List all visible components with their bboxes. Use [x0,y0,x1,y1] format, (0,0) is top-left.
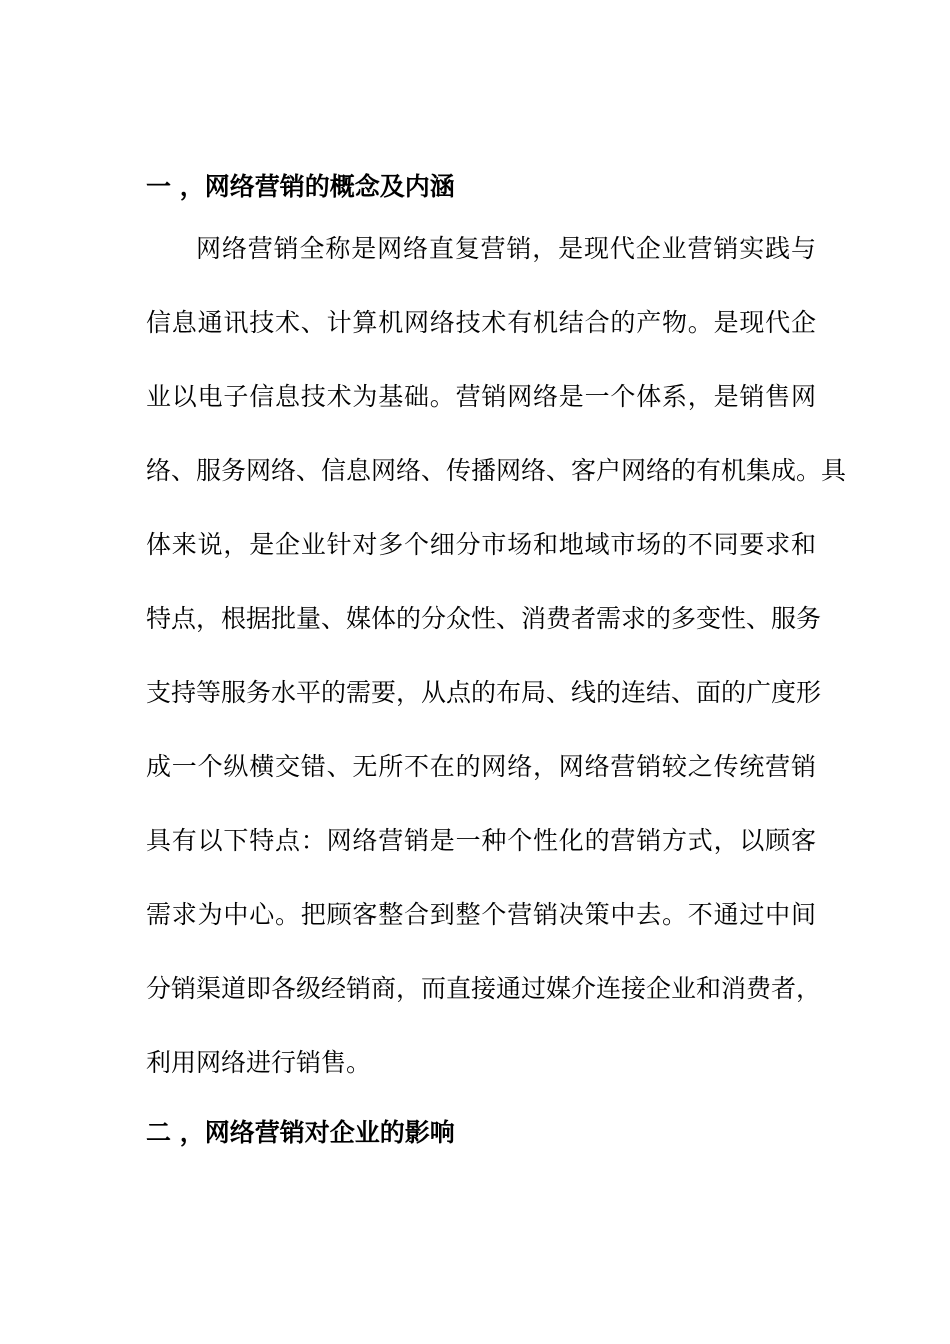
paragraph-line: 信息通讯技术、计算机网络技术有机结合的产物。是现代企 [146,308,816,337]
paragraph-line: 支持等服务水平的需要，从点的布局、线的连结、面的广度形 [146,678,822,707]
paragraph-line: 利用网络进行销售。 [146,1048,372,1077]
section-heading-1: 一 ，网络营销的概念及内涵 [146,172,455,201]
paragraph-line: 特点，根据批量、媒体的分众性、消费者需求的多变性、服务 [146,604,822,633]
section-1-paragraph [146,229,847,1117]
paragraph-line: 需求为中心。把顾客整合到整个营销决策中去。不通过中间 [146,900,816,929]
paragraph-line: 具有以下特点：网络营销是一种个性化的营销方式，以顾客 [146,826,816,855]
paragraph-line: 成一个纵横交错、无所不在的网络，网络营销较之传统营销 [146,752,816,781]
paragraph-line: 络、服务网络、信息网络、传播网络、客户网络的有机集成。具 [146,456,847,485]
paragraph-line: 分销渠道即各级经销商，而直接通过媒介连接企业和消费者， [146,974,822,1003]
paragraph-line: 网络营销全称是网络直复营销，是现代企业营销实践与 [196,234,816,263]
paragraph-line: 业以电子信息技术为基础。营销网络是一个体系，是销售网 [146,382,816,411]
section-heading-2: 二 ，网络营销对企业的影响 [146,1118,455,1147]
paragraph-line: 体来说，是企业针对多个细分市场和地域市场的不同要求和 [146,530,816,559]
